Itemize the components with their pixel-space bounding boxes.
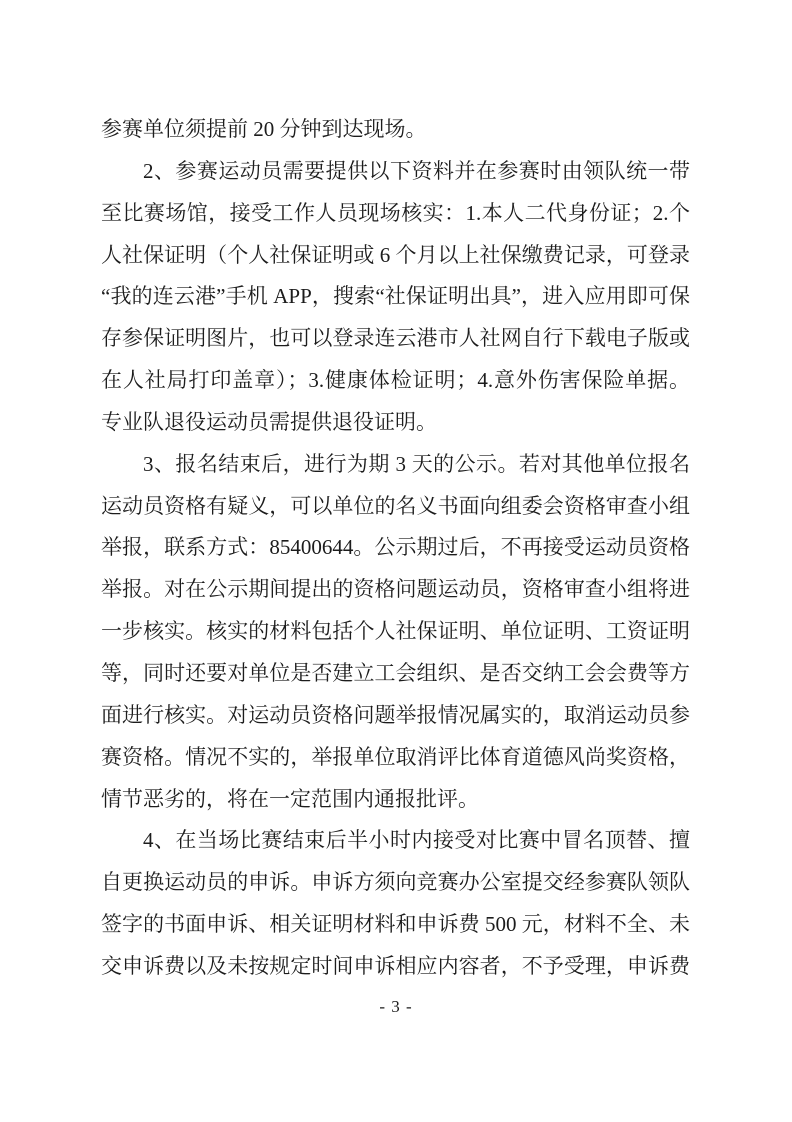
text-line: 存参保证明图片，也可以登录连云港市人社网自行下载电子版或 [101,326,690,351]
text-line: 至比赛场馆，接受工作人员现场核实：1.本人二代身份证；2.个 [101,200,690,225]
text-line: 等，同时还要对单位是否建立工会组织、是否交纳工会会费等方 [101,660,690,685]
text-line: 一步核实。核实的材料包括个人社保证明、单位证明、工资证明 [101,619,690,644]
page-number: - 3 - [379,997,413,1016]
text-line: 2、参赛运动员需要提供以下资料并在参赛时由领队统一带 [143,158,690,183]
text-line: 3、报名结束后，进行为期 3 天的公示。若对其他单位报名 [143,451,690,476]
text-line: 情节恶劣的，将在一定范围内通报批评。 [101,786,479,811]
text-line: 赛资格。情况不实的，举报单位取消评比体育道德风尚奖资格， [101,744,690,769]
text-line: 4、在当场比赛结束后半小时内接受对比赛中冒名顶替、擅 [143,828,690,853]
text-line: 参赛单位须提前 20 分钟到达现场。 [101,117,427,141]
text-line: 在人社局打印盖章）；3.健康体检证明；4.意外伤害保险单据。 [101,368,690,393]
text-line: 举报，联系方式：85400644。公示期过后，不再接受运动员资格 [101,535,690,560]
text-line: 签字的书面申诉、相关证明材料和申诉费 500 元，材料不全、未 [101,912,690,937]
text-line: 自更换运动员的申诉。申诉方须向竞赛办公室提交经参赛队领队 [101,870,690,895]
text-line: 专业队退役运动员需提供退役证明。 [101,409,437,434]
text-line: 运动员资格有疑义，可以单位的名义书面向组委会资格审查小组 [101,493,690,518]
document-body [101,109,690,988]
text-line: 举报。对在公示期间提出的资格问题运动员，资格审查小组将进 [101,577,690,602]
text-line: 交申诉费以及未按规定时间申诉相应内容者，不予受理，申诉费 [101,953,690,978]
text-line: “我的连云港”手机 APP，搜索“社保证明出具”，进入应用即可保 [101,284,690,309]
text-line: 面进行核实。对运动员资格问题举报情况属实的，取消运动员参 [101,702,690,727]
text-line: 人社保证明（个人社保证明或 6 个月以上社保缴费记录，可登录 [101,242,690,267]
